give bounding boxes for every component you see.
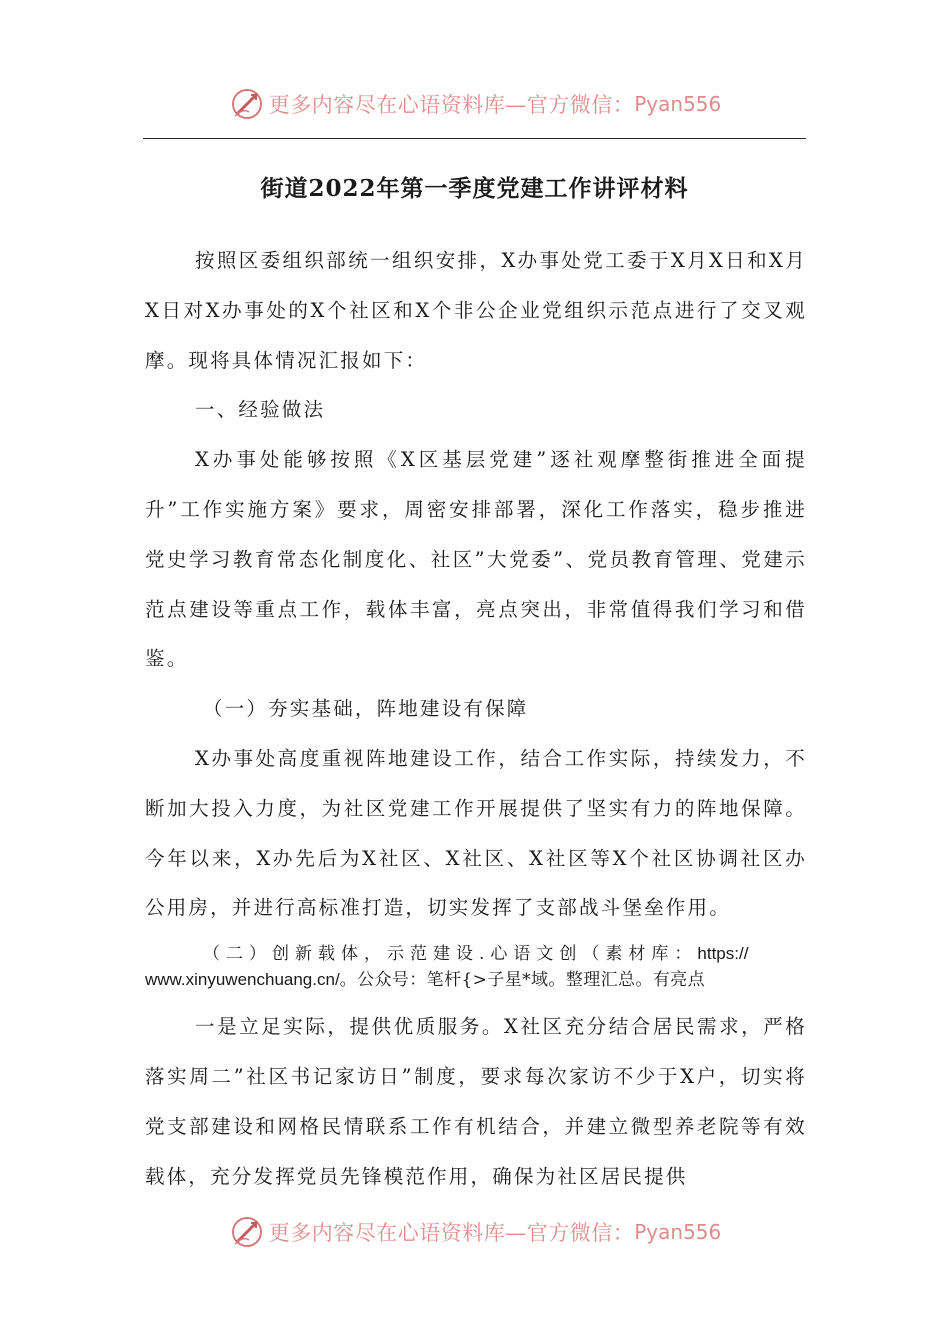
mixed-line-2: www.xinyuwenchuang.cn/。公众号：笔杆{>子星*域。整理汇总。有亮点 bbox=[145, 970, 706, 991]
header-watermark-banner bbox=[0, 80, 950, 128]
banner-wechat-id: Pyan556 bbox=[634, 92, 722, 116]
header-divider bbox=[143, 138, 806, 139]
document-title: 街道2022年第一季度党建工作讲评材料 bbox=[260, 175, 689, 202]
paragraph-position-building: X办事处高度重视阵地建设工作，结合工作实际，持续发力，不断加大投入力度，为社区党建工作开展提供了坚实有力的阵地保障。今年以来，X办先后为X社区、X社区、X社区等X个社区协调社区办公用房，并进行高标准打造，切实发挥了支部战斗堡垒作用。 bbox=[145, 746, 807, 920]
banner-text: 更多内容尽在心语资料库—官方微信： bbox=[268, 1221, 635, 1245]
banner-wechat-id: Pyan556 bbox=[634, 1220, 722, 1244]
paragraph-intro: 按照区委组织部统一组织安排，X办事处党工委于X月X日和X月X日对X办事处的X个社区和X个非公企业党组织示范点进行了交叉观摩。现将具体情况汇报如下： bbox=[145, 249, 807, 372]
watermark-url: www.xinyuwenchuang.cn/ bbox=[145, 970, 340, 990]
footer-watermark-banner bbox=[0, 1208, 950, 1256]
watermark-url-part: https:// bbox=[697, 944, 749, 964]
pen-logo-icon bbox=[229, 86, 265, 122]
mixed-line-1: （二）创新载体，示范建设.心语文创（素材库：https:// bbox=[203, 944, 749, 965]
document-body bbox=[145, 236, 807, 1201]
paragraph-experience: X办事处能够按照《X区基层党建”逐社观摩整街推进全面提升”工作实施方案》要求，周密安排部署，深化工作落实，稳步推进党史学习教育常态化制度化、社区”大党委”、党员教育管理、党建示范点建设等重点工作，载体丰富，亮点突出，非常值得我们学习和借鉴。 bbox=[145, 448, 807, 671]
pen-logo-icon bbox=[229, 1214, 265, 1250]
banner-text: 更多内容尽在心语资料库—官方微信： bbox=[268, 93, 635, 117]
section-heading-1: 一、经验做法 bbox=[195, 398, 326, 422]
subsection-heading-1: （一）夯实基础，阵地建设有保障 bbox=[203, 697, 529, 721]
paragraph-service: 一是立足实际，提供优质服务。X社区充分结合居民需求，严格落实周二”社区书记家访日”制度，要求每次家访不少于X户，切实将党支部建设和网格民情联系工作有机结合，并建立微型养老院等有效载体，充分发挥党员先锋模范作用，确保为社区居民提供 bbox=[145, 1015, 807, 1188]
subsection-heading-2-with-watermark bbox=[145, 941, 807, 993]
